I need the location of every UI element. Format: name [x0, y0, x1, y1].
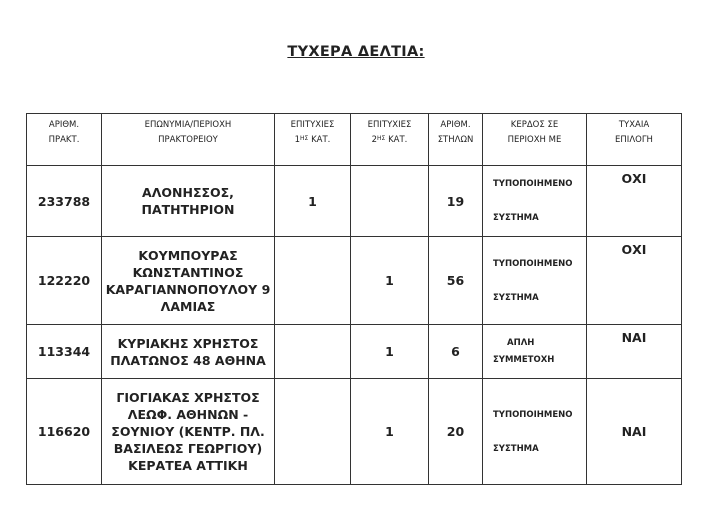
- name-line: ΠΛΑΤΩΝΟΣ 48 ΑΘΗΝΑ: [110, 352, 266, 368]
- random-pick-cell: ΟΧΙ: [587, 166, 682, 237]
- first-category-cell: [275, 379, 351, 485]
- header-columns: [429, 114, 483, 166]
- win-type-line: ΑΠΛΗ: [507, 337, 535, 348]
- second-category-cell: 1: [351, 379, 429, 485]
- win-type-line: ΣΥΣΤΗΜΑ: [493, 443, 539, 454]
- agency-number-cell: 116620: [27, 379, 102, 485]
- header-text: ΕΠΙΤΥΧΙΕΣ: [290, 120, 335, 130]
- header-text: ΠΡΑΚΤΟΡΕΙΟΥ: [158, 135, 218, 145]
- winners-table: [26, 113, 682, 485]
- header-text: ΠΡΑΚΤ.: [48, 135, 80, 145]
- header-agency-name: [102, 114, 275, 166]
- header-text: ΕΠΩΝΥΜΙΑ/ΠΕΡΙΟΧΗ: [144, 120, 232, 130]
- second-category-cell: 1: [351, 325, 429, 379]
- name-line: ΚΕΡΑΤΕΑ ΑΤΤΙΚΗ: [128, 458, 248, 473]
- header-superscript: ΗΣ: [300, 135, 309, 142]
- second-category-cell: [351, 166, 429, 237]
- name-line: ΠΑΤΗΤΗΡΙΟΝ: [141, 202, 235, 217]
- random-pick-cell: ΝΑΙ: [587, 379, 682, 485]
- header-text: 1: [294, 135, 301, 145]
- header-text: ΚΑΤ.: [311, 135, 331, 145]
- header-text: 2: [371, 135, 378, 145]
- win-type-cell: [483, 237, 587, 325]
- header-text: ΕΠΙΛΟΓΗ: [615, 135, 653, 145]
- header-random-pick: [587, 114, 682, 166]
- win-type-line: ΤΥΠΟΠΟΙΗΜΕΝΟ: [493, 258, 573, 269]
- name-line: ΣΟΥΝΙΟΥ (ΚΕΝΤΡ. ΠΛ.: [111, 424, 265, 439]
- first-category-cell: 1: [275, 166, 351, 237]
- name-line: ΚΥΡΙΑΚΗΣ ΧΡΗΣΤΟΣ: [117, 335, 259, 351]
- name-line: ΛΕΩΦ. ΑΘΗΝΩΝ -: [127, 407, 249, 422]
- name-line: ΚΩΝΣΤΑΝΤΙΝΟΣ: [132, 264, 244, 280]
- table-row: [27, 325, 682, 379]
- first-category-cell: [275, 325, 351, 379]
- win-type-line: ΣΥΜΜΕΤΟΧΗ: [493, 354, 555, 365]
- agency-name-cell: [102, 166, 275, 237]
- win-type-cell: [483, 325, 587, 379]
- win-type-line: ΣΥΣΤΗΜΑ: [493, 213, 539, 223]
- columns-cell: 56: [429, 237, 483, 325]
- table-row: [27, 166, 682, 237]
- win-type-line: ΣΥΣΤΗΜΑ: [493, 292, 539, 303]
- name-line: ΛΑΜΙΑΣ: [160, 298, 216, 314]
- header-win-type: [483, 114, 587, 166]
- page-title: ΤΥΧΕΡΑ ΔΕΛΤΙΑ:: [287, 44, 425, 60]
- columns-cell: 20: [429, 379, 483, 485]
- header-text: ΑΡΙΘΜ.: [440, 120, 471, 130]
- win-type-cell: [483, 166, 587, 237]
- win-type-line: ΤΥΠΟΠΟΙΗΜΕΝΟ: [493, 409, 573, 420]
- header-second-category: [351, 114, 429, 166]
- header-text: ΣΤΗΛΩΝ: [437, 135, 474, 145]
- agency-number-cell: 233788: [27, 166, 102, 237]
- header-text: ΑΡΙΘΜ.: [48, 120, 80, 130]
- name-line: ΚΟΥΜΠΟΥΡΑΣ: [138, 247, 238, 263]
- second-category-cell: 1: [351, 237, 429, 325]
- win-type-line: ΤΥΠΟΠΟΙΗΜΕΝΟ: [493, 179, 573, 189]
- random-pick-cell: ΝΑΙ: [587, 325, 682, 379]
- agency-name-cell: [102, 379, 275, 485]
- header-first-category: [275, 114, 351, 166]
- header-superscript: ΗΣ: [377, 135, 386, 142]
- agency-name-cell: [102, 325, 275, 379]
- header-text: ΚΕΡΔΟΣ ΣΕ: [510, 120, 559, 130]
- agency-number-cell: 113344: [27, 325, 102, 379]
- table-row: [27, 237, 682, 325]
- random-pick-cell: ΟΧΙ: [587, 237, 682, 325]
- header-row: [27, 114, 682, 166]
- agency-name-cell: [102, 237, 275, 325]
- columns-cell: 19: [429, 166, 483, 237]
- header-text: ΕΠΙΤΥΧΙΕΣ: [367, 120, 412, 130]
- header-text: ΚΑΤ.: [388, 135, 408, 145]
- name-line: ΑΛΟΝΗΣΣΟΣ,: [142, 185, 234, 200]
- agency-number-cell: 122220: [27, 237, 102, 325]
- name-line: ΒΑΣΙΛΕΩΣ ΓΕΩΡΓΙΟΥ): [113, 441, 263, 456]
- header-text: ΤΥΧΑΙΑ: [618, 120, 650, 130]
- columns-cell: 6: [429, 325, 483, 379]
- header-text: ΠΕΡΙΟΧΗ ΜΕ: [507, 135, 562, 145]
- header-agency-number: [27, 114, 102, 166]
- name-line: ΚΑΡΑΓΙΑΝΝΟΠΟΥΛΟΥ 9: [105, 281, 271, 297]
- win-type-cell: [483, 379, 587, 485]
- table-row: [27, 379, 682, 485]
- first-category-cell: [275, 237, 351, 325]
- name-line: ΓΙΟΓΙΑΚΑΣ ΧΡΗΣΤΟΣ: [116, 390, 260, 405]
